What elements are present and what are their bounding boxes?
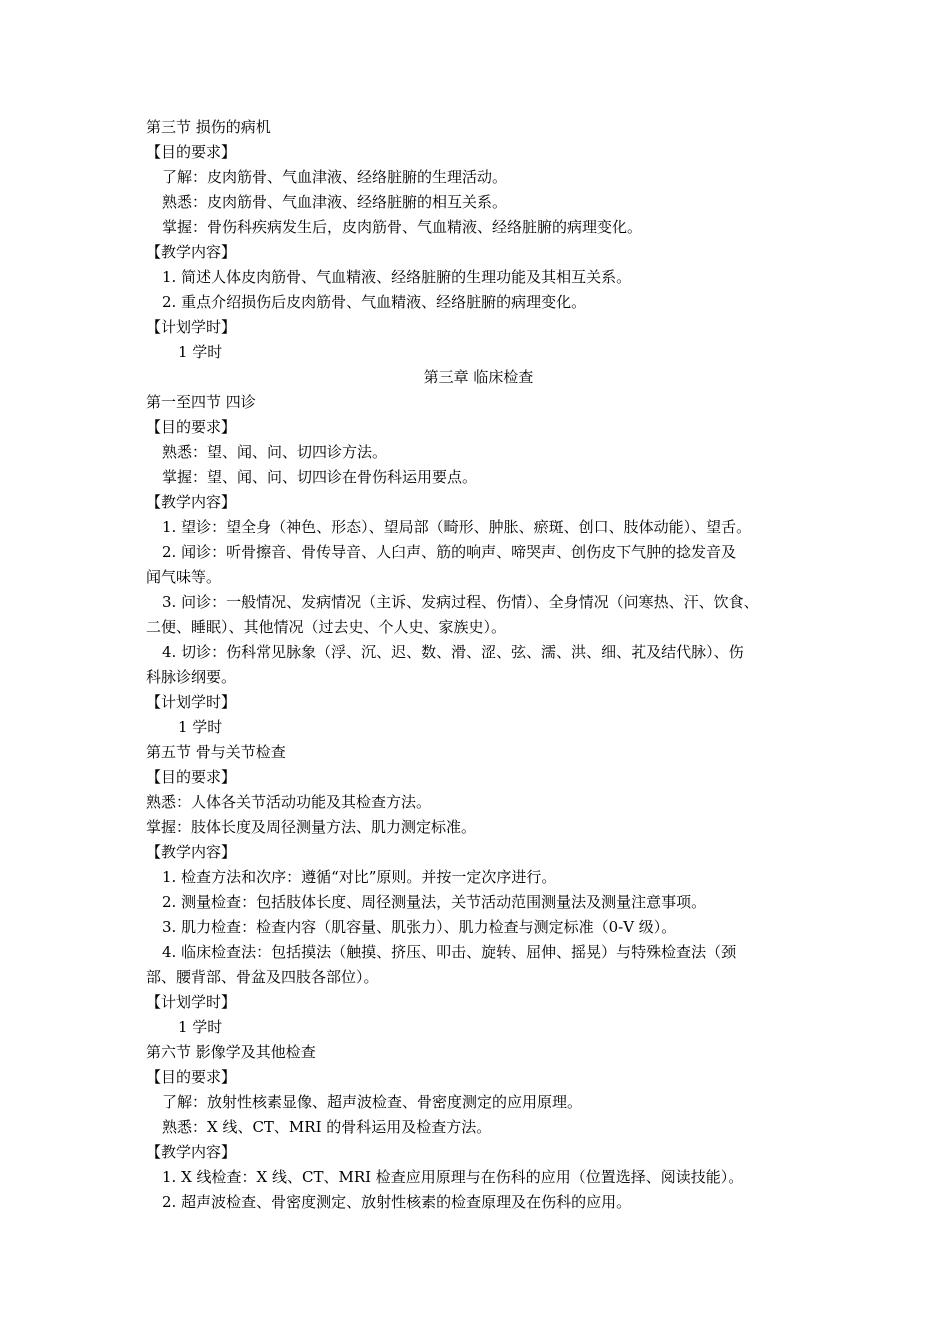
- numbered-item: 4. 临床检查法：包括摸法（触摸、挤压、叩击、旋转、屈伸、摇晃）与特殊检查法（颈: [162, 943, 737, 961]
- text-line: 熟悉：皮肉筋骨、气血津液、经络脏腑的相互关系。: [162, 193, 508, 211]
- text-line: 掌握：骨伤科疾病发生后，皮肉筋骨、气血精液、经络脏腑的病理变化。: [162, 218, 643, 236]
- section-heading: 【计划学时】: [146, 318, 237, 336]
- text-line: 了解：皮肉筋骨、气血津液、经络脏腑的生理活动。: [162, 168, 508, 186]
- section-heading: 【计划学时】: [146, 993, 237, 1011]
- text-line: 二便、睡眠）、其他情况（过去史、个人史、家族史）。: [146, 618, 507, 636]
- numbered-item: 2. 重点介绍损伤后皮肉筋骨、气血精液、经络脏腑的病理变化。: [162, 293, 587, 311]
- section-heading: 【教学内容】: [146, 243, 237, 261]
- section-heading: 【教学内容】: [146, 843, 237, 861]
- section-heading: 【计划学时】: [146, 693, 237, 711]
- numbered-item: 2. 闻诊：听骨擦音、骨传导音、人臼声、筋的响声、啼哭声、创伤皮下气肿的捻发音及: [162, 543, 737, 561]
- text-line: 科脉诊纲要。: [146, 668, 237, 686]
- text-line: 1 学时: [178, 718, 223, 736]
- document-body: [146, 115, 811, 1215]
- section-title: 第一至四节 四诊: [146, 393, 256, 411]
- section-title: 第六节 影像学及其他检查: [146, 1043, 316, 1061]
- section-heading: 【教学内容】: [146, 493, 237, 511]
- section-heading: 【目的要求】: [146, 143, 237, 161]
- text-line: 熟悉：人体各关节活动功能及其检查方法。: [146, 793, 432, 811]
- text-line: 掌握：肢体长度及周径测量方法、肌力测定标准。: [146, 818, 477, 836]
- section-heading: 【目的要求】: [146, 768, 237, 786]
- chapter-title: 第三章 临床检查: [423, 368, 534, 386]
- section-heading: 【教学内容】: [146, 1143, 237, 1161]
- text-line: 部、腰背部、骨盆及四肢各部位）。: [146, 968, 379, 986]
- numbered-item: 2. 测量检查：包括肢体长度、周径测量法，关节活动范围测量法及测量注意事项。: [162, 893, 707, 911]
- text-line: 1 学时: [178, 343, 223, 361]
- numbered-item: 3. 问诊：一般情况、发病情况（主诉、发病过程、伤情）、全身情况（问寒热、汗、饮食、: [162, 593, 759, 611]
- text-line: 掌握：望、闻、问、切四诊在骨伤科运用要点。: [162, 468, 478, 486]
- text-line: 闻气味等。: [146, 568, 222, 586]
- section-heading: 【目的要求】: [146, 418, 237, 436]
- text-line: 熟悉：望、闻、问、切四诊方法。: [162, 443, 388, 461]
- numbered-item: 4. 切诊：伤科常见脉象（浮、沉、迟、数、滑、涩、弦、濡、洪、细、芤及结代脉）、伤: [162, 643, 744, 661]
- numbered-item: 1. 检查方法和次序：遵循“对比”原则。并按一定次序进行。: [162, 868, 557, 886]
- numbered-item: 1. X 线检查：X 线、CT、MRI 检查应用原理与在伤科的应用（位置选择、阅读技能）。: [162, 1168, 744, 1186]
- text-line: 熟悉：X 线、CT、MRI 的骨科运用及检查方法。: [162, 1118, 492, 1136]
- text-line: 了解：放射性核素显像、超声波检查、骨密度测定的应用原理。: [162, 1093, 583, 1111]
- section-title: 第五节 骨与关节检查: [146, 743, 286, 761]
- section-title: 第三节 损伤的病机: [146, 118, 271, 136]
- numbered-item: 1. 简述人体皮肉筋骨、气血精液、经络脏腑的生理功能及其相互关系。: [162, 268, 632, 286]
- numbered-item: 2. 超声波检查、骨密度测定、放射性核素的检查原理及在伤科的应用。: [162, 1193, 632, 1211]
- numbered-item: 3. 肌力检查：检查内容（肌容量、肌张力）、肌力检查与测定标准（0-V 级）。: [162, 918, 677, 936]
- numbered-item: 1. 望诊：望全身（神色、形态）、望局部（畸形、肿胀、瘀斑、创口、肢体动能）、望舌。: [162, 518, 752, 536]
- text-line: 1 学时: [178, 1018, 223, 1036]
- section-heading: 【目的要求】: [146, 1068, 237, 1086]
